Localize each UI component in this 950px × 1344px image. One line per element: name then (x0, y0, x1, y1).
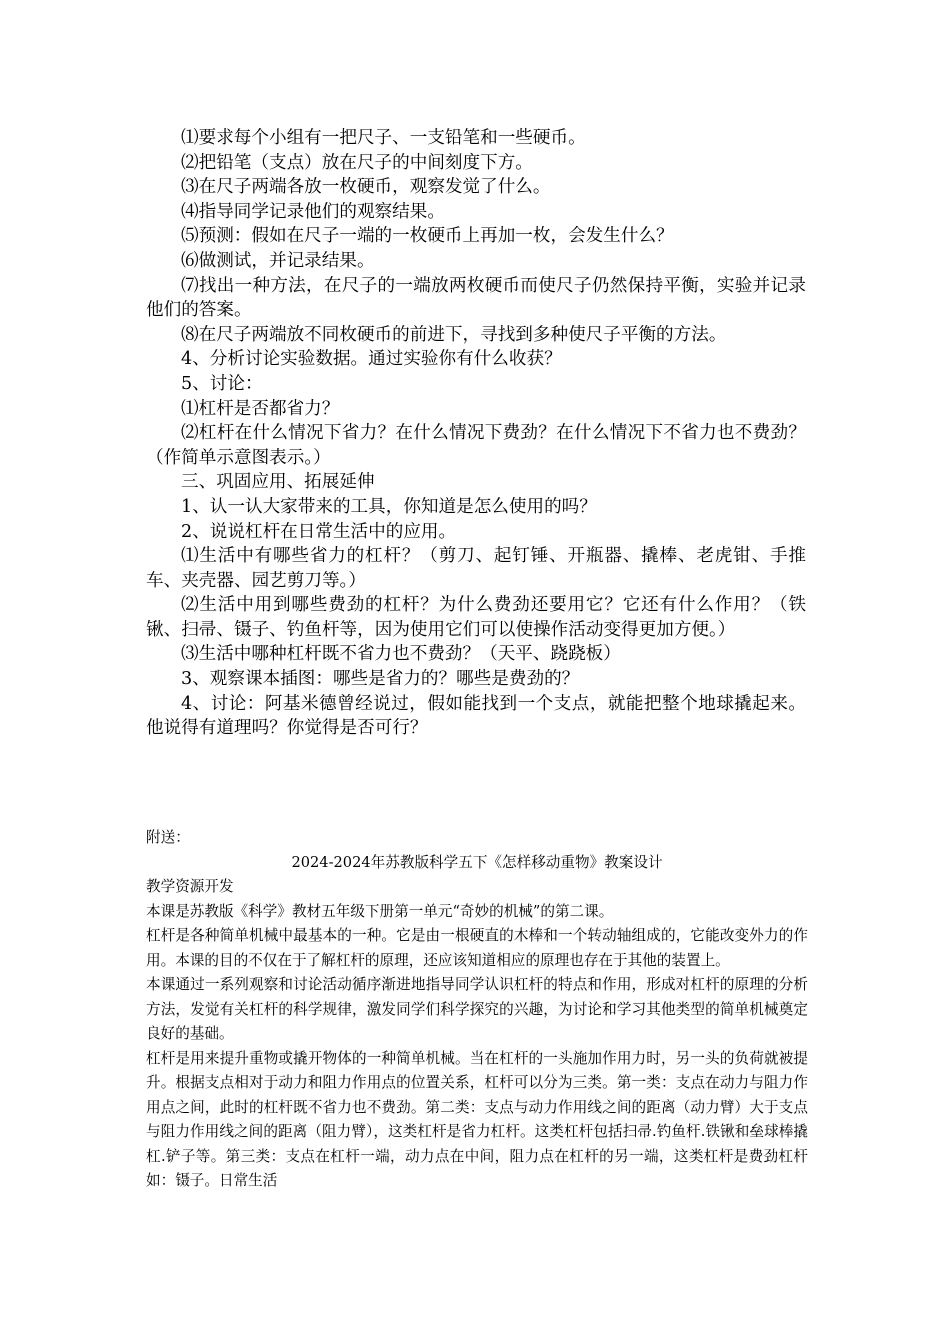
paragraph: ⑸预测：假如在尺子一端的一枚硬币上再加一枚，会发生什么？ (181, 226, 674, 247)
paragraph: 4、分析讨论实验数据。通过实验你有什么收获？ (181, 349, 562, 370)
appendix-section (146, 826, 808, 1194)
paragraph: ⑴杠杆是否都省力？ (181, 398, 340, 419)
paragraph: ⑵把铅笔（支点）放在尺子的中间刻度下方。 (181, 152, 533, 173)
paragraph: 3、观察课本插图：哪些是省力的？哪些是费劲的？ (181, 669, 580, 690)
appendix-title: 2024-2024年苏教版科学五下《怎样移动重物》教案设计 (291, 853, 663, 871)
paragraph: 4、讨论：阿基米德曾经说过，假如能找到一个支点，就能把整个地球撬起来。他说得有道理吗？你觉得是否可行？ (146, 693, 806, 739)
paragraph: 2、说说杠杆在日常生活中的应用。 (181, 521, 457, 542)
paragraph: ⑻在尺子两端放不同枚硬币的前进下，寻找到多种使尺子平衡的方法。 (181, 324, 727, 345)
paragraph: 5、讨论： (181, 373, 263, 394)
paragraph: 杠杆是各种简单机械中最基本的一种。它是由一根硬直的木棒和一个转动轴组成的，它能改变外力的作用。本课的目的不仅在于了解杠杆的原理，还应该知道相应的原理也存在于其他的装置上。 (146, 927, 808, 969)
paragraph: ⑶生活中哪种杠杆既不省力也不费劲？（天平、跷跷板） (181, 644, 621, 665)
section-heading: 三、巩固应用、拓展延伸 (181, 472, 375, 493)
paragraph: 1、认一认大家带来的工具，你知道是怎么使用的吗？ (181, 496, 597, 517)
appendix-subheading: 教学资源开发 (146, 878, 234, 895)
paragraph: 杠杆是用来提升重物或撬开物体的一种简单机械。当在杠杆的一头施加作用力时，另一头的负荷就被提升。根据支点相对于动力和阻力作用点的位置关系，杠杆可以分为三类。第一类：支点在动力与阻力作用点之间，此时的杠杆既不省力也不费劲。第二类：支点与动力作用线之间的距离（动力臂）大于支点与阻力作用线之间的距离（阻力臂），这类杠杆是省力杠杆。这类杠杆包括扫帚.钓鱼杆.铁锹和垒球棒撬杠.铲子等。第三类：支点在杠杆一端，动力点在中间，阻力点在杠杆的另一端，这类杠杆是费劲杠杆如：镊子。日常生活 (146, 1049, 808, 1189)
paragraph: ⑴要求每个小组有一把尺子、一支铅笔和一些硬币。 (181, 128, 586, 148)
lesson-procedure-section (146, 126, 806, 741)
paragraph: ⑺找出一种方法，在尺子的一端放两枚硬币而使尺子仍然保持平衡，实验并记录他们的答案。 (146, 275, 806, 321)
appendix-label: 附送： (146, 829, 190, 846)
paragraph: ⑶在尺子两端各放一枚硬币，观察发觉了什么。 (181, 177, 551, 198)
paragraph: ⑵杠杆在什么情况下省力？在什么情况下费劲？在什么情况下不省力也不费劲？（作简单示意图表示。） (146, 423, 806, 468)
paragraph: ⑵生活中用到哪些费劲的杠杆？为什么费劲还要用它？它还有什么作用？（铁锹、扫帚、镊子、钓鱼杆等，因为使用它们可以使操作活动变得更加方便。） (146, 595, 806, 640)
paragraph: ⑷指导同学记录他们的观察结果。 (181, 201, 445, 222)
paragraph: ⑴生活中有哪些省力的杠杆？（剪刀、起钉锤、开瓶器、撬棒、老虎钳、手推车、夹壳器、园艺剪刀等。） (146, 546, 806, 591)
paragraph: ⑹做测试，并记录结果。 (181, 250, 375, 271)
paragraph: 本课通过一系列观察和讨论活动循序渐进地指导同学认识杠杆的特点和作用，形成对杠杆的原理的分析方法，发觉有关杠杆的科学规律，激发同学们科学探究的兴趣，为讨论和学习其他类型的简单机械奠定良好的基础。 (146, 976, 808, 1042)
paragraph: 本课是苏教版《科学》教材五年级下册第一单元“奇妙的机械”的第二课。 (146, 902, 614, 920)
